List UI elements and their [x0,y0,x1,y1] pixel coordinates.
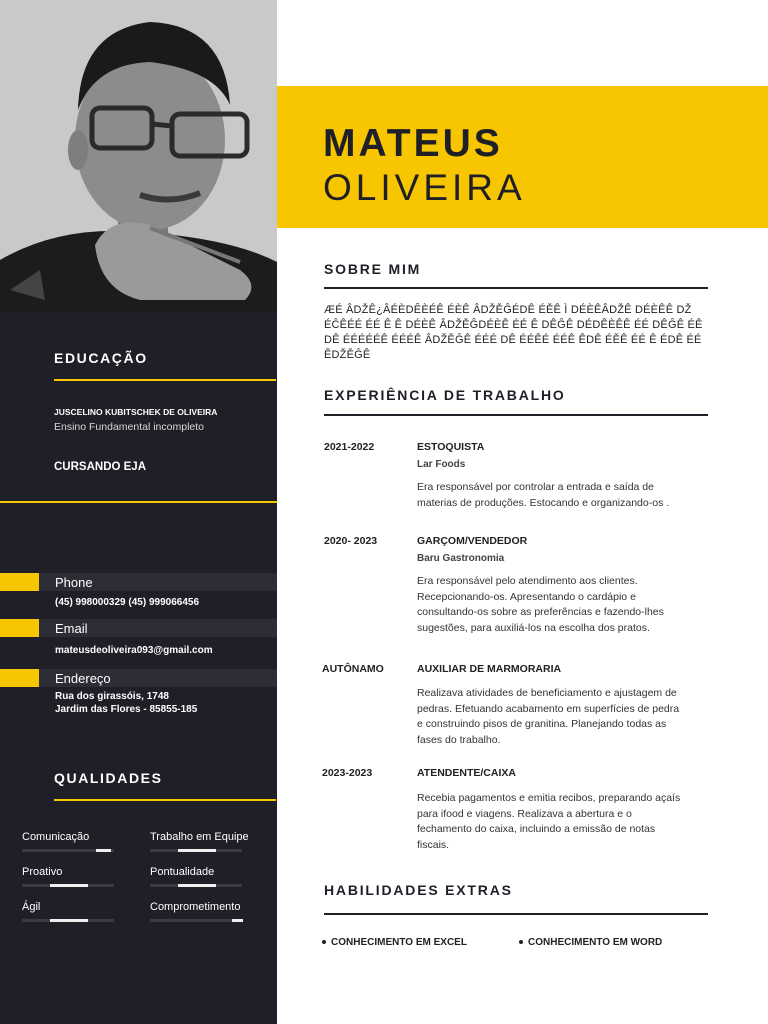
extra-skill-item [322,937,467,948]
education-level: Ensino Fundamental incompleto [54,421,205,433]
job-period: 2023-2023 [322,767,373,779]
education-extra: CURSANDO EJA [54,461,147,473]
job-description: Recebia pagamentos e emitia recibos, preparando açaís para ifood e viagens. Realizava a abertura e o fechamento do caixa, incluindo a emissão de notas fiscais. [417,792,681,851]
quality-item [22,831,114,852]
job-title: GARÇOM/VENDEDOR [417,535,528,547]
email-value[interactable]: mateusdeoliveira093@gmail.com [55,645,213,656]
extra-skill-label: CONHECIMENTO EM WORD [528,937,663,948]
quality-item [22,866,114,887]
email-label: Email [55,621,88,636]
quality-name: Proativo [22,866,63,878]
quality-item [150,831,249,852]
email-label-bar [0,619,277,637]
quality-level-marker [178,884,216,887]
quality-level-marker [50,919,88,922]
experience-heading: EXPERIÊNCIA DE TRABALHO [324,387,566,403]
job-title: ESTOQUISTA [417,441,485,453]
address-label-bar [0,669,277,687]
quality-level-marker [232,919,243,922]
last-name: OLIVEIRA [323,167,526,208]
quality-name: Ágil [22,901,41,913]
address-line2: Jardim das Flores - 85855-185 [55,704,198,715]
quality-level-bar [150,919,237,922]
quality-item [150,901,242,922]
qualities-heading: QUALIDADES [54,770,163,786]
phone-value[interactable]: (45) 998000329 (45) 999066456 [55,597,200,608]
about-text: ÆÉ ÂDŽÊ¿ÂÉÈDȆÈÉÊ ÉÈÊ ÂDŽĚĜÉDÊ ÉĚÊ Ì DÉÈÊÂDŽÊ DÉÈÊÊ DŽ ÉĈÊÉÉ ÉÉ Ê Ê DÉÈÊ ÂDŽĚĜDÉÈÊ ÉÉ Ê DÊĜÊ DÉDÊÈÊÊ ÉÉ DÊĜÊ ÉÊ DÊ ÉÉÉÉÉÊ ÉÉÉÊ ÂDŽĚĜÊ ÉÉÉ DÊ ÉÉÊÉ ÉÉÊ ÊDÊ ÉĚÊ ÉÉ Ê ÉDÊ ÉÉ ÊDŽĚĜÊ [324,304,703,361]
quality-level-bar [22,849,105,852]
qualities-divider [54,799,276,801]
job-description: Era responsável pelo atendimento aos clientes. Recepcionando-os. Apresentando o cardápio e consultando-os sobre as preferências e fazendo-lhes sugestões, para auxiliá-los na escolha dos pratos. [417,575,664,634]
job-period: 2021-2022 [324,441,375,453]
job-title: AUXILIAR DE MARMORARIA [417,663,562,675]
quality-name: Comprometimento [150,901,241,913]
profile-photo-illustration [0,0,277,313]
extra-skill-label: CONHECIMENTO EM EXCEL [331,937,467,948]
phone-label: Phone [55,575,93,590]
education-heading: EDUCAÇÃO [54,350,148,366]
phone-label-bar [0,573,277,591]
quality-name: Trabalho em Equipe [150,831,249,843]
education-bottom-divider [0,501,277,503]
job-period: AUTÔNAMO [322,663,384,675]
extras-divider [324,913,708,915]
bullet-icon [519,940,523,944]
education-school: JUSCELINO KUBITSCHEK DE OLIVEIRA [54,407,218,417]
quality-item [150,866,242,887]
extra-skill-item [519,937,662,948]
job-company: Baru Gastronomia [417,553,505,564]
quality-item [22,901,114,922]
about-heading: SOBRE MIM [324,261,422,277]
quality-level-marker [178,849,216,852]
job-period: 2020- 2023 [324,535,378,547]
experience-divider [324,414,708,416]
quality-name: Pontualidade [150,866,215,878]
education-divider [54,379,276,381]
quality-level-marker [50,884,88,887]
profile-photo [0,0,277,313]
quality-level-marker [96,849,111,852]
left-sidebar [0,0,277,1024]
bullet-icon [322,940,326,944]
name-banner [277,86,768,228]
job-description: Realizava atividades de beneficiamento e ajustagem de pedras. Efetuando acabamento em superfícies de pedra e construindo pisos de granitina. Planejando todas as fases do trabalho. [417,687,680,746]
about-divider [324,287,708,289]
extras-heading: HABILIDADES EXTRAS [324,882,513,898]
quality-name: Comunicação [22,831,90,843]
first-name: MATEUS [323,122,503,165]
address-line1: Rua dos girassóis, 1748 [55,691,169,702]
job-description: Era responsável por controlar a entrada e saída de materias de produções. Estocando e organizando-os . [417,481,670,509]
address-label: Endereço [55,671,111,686]
job-title: ATENDENTE/CAIXA [417,767,516,779]
job-company: Lar Foods [417,459,466,470]
